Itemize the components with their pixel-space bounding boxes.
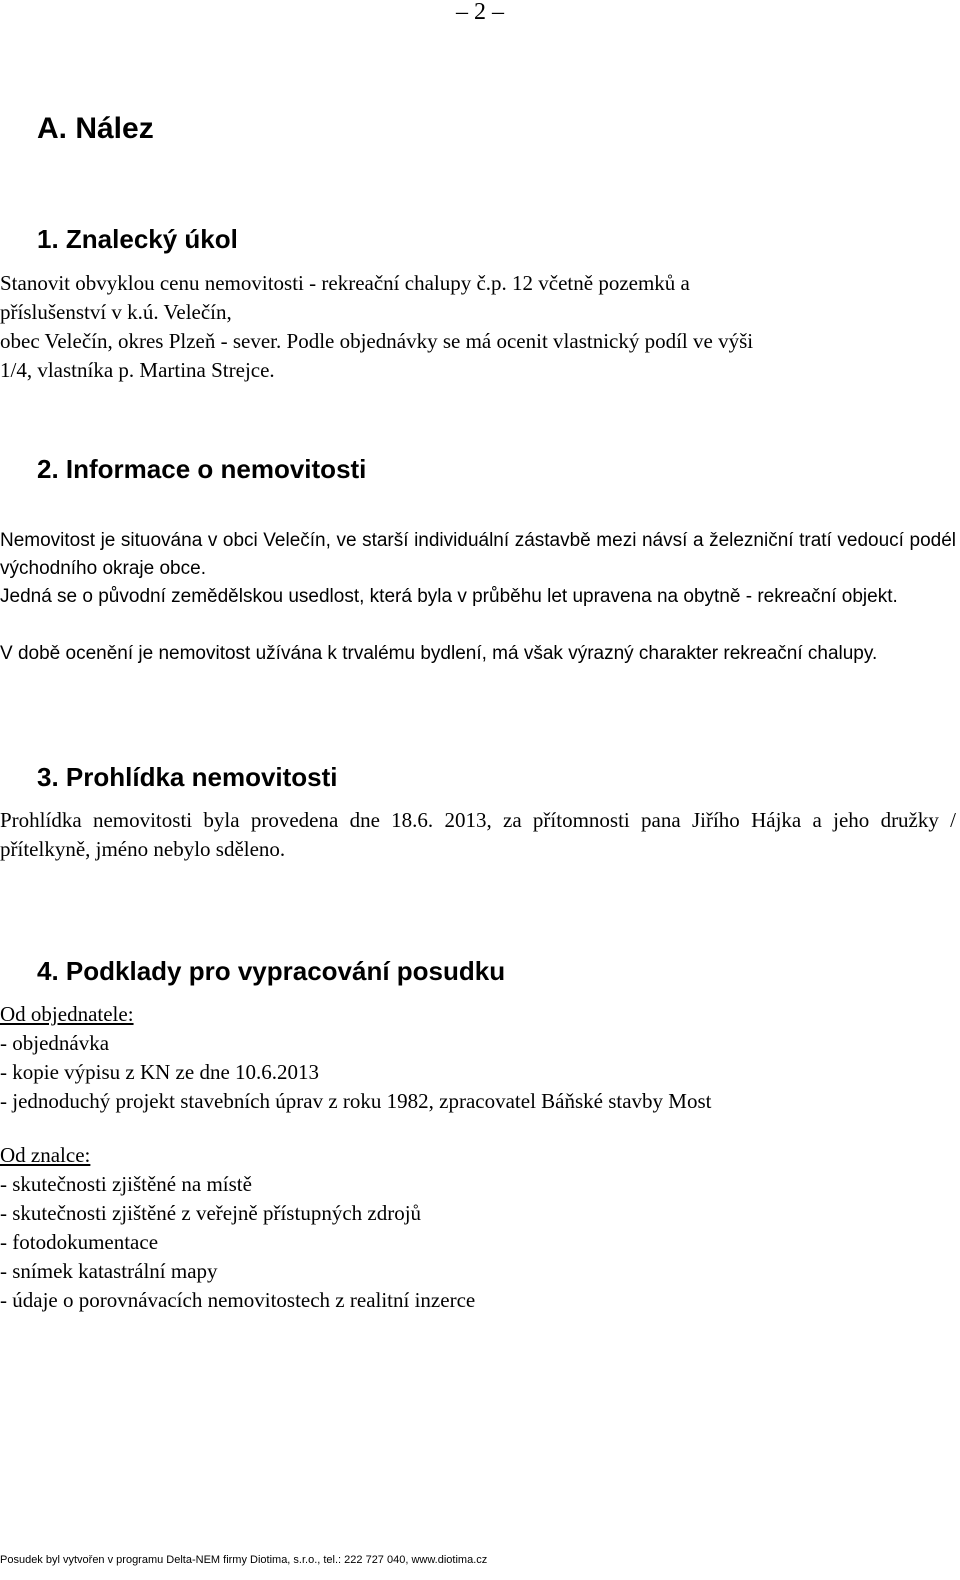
client-sources-label: Od objednatele:	[0, 1002, 134, 1026]
list-item: - snímek katastrální mapy	[0, 1259, 218, 1283]
list-item: - objednávka	[0, 1031, 110, 1055]
sources-from-expert	[0, 1141, 956, 1315]
section-2-paragraph-2: Jedná se o původní zemědělskou usedlost, která byla v průběhu let upravena na obytně - rekreační objekt.	[0, 586, 898, 607]
list-item: - údaje o porovnávacích nemovitostech z realitní inzerce	[0, 1288, 476, 1312]
page-footer: Posudek byl vytvořen v programu Delta-NEM firmy Diotima, s.r.o., tel.: 222 727 040, www.diotima.cz	[0, 1554, 488, 1566]
document-title: A. Nález	[37, 112, 154, 145]
section-1-text	[0, 269, 956, 385]
section-1-line: příslušenství v k.ú. Velečín,	[0, 300, 232, 324]
page-number: – 2 –	[456, 0, 504, 25]
list-item: - skutečnosti zjištěné z veřejně přístupných zdrojů	[0, 1201, 422, 1225]
section-2-paragraph-1: Nemovitost je situována v obci Velečín, ve starší individuální zástavbě mezi návsí a železniční tratí vedoucí podél východního okraje obce.	[0, 530, 956, 579]
section-1-line: Stanovit obvyklou cenu nemovitosti - rekreační chalupy č.p. 12 včetně pozemků a	[0, 271, 690, 295]
section-3-heading: 3. Prohlídka nemovitosti	[37, 762, 338, 792]
list-item: - fotodokumentace	[0, 1230, 159, 1254]
list-item: - skutečnosti zjištěné na místě	[0, 1172, 252, 1196]
section-4-heading: 4. Podklady pro vypracování posudku	[37, 956, 506, 986]
section-1-heading: 1. Znalecký úkol	[37, 224, 238, 254]
list-item: - kopie výpisu z KN ze dne 10.6.2013	[0, 1060, 320, 1084]
expert-sources-label: Od znalce:	[0, 1143, 91, 1167]
section-2-heading: 2. Informace o nemovitosti	[37, 454, 367, 484]
section-2-paragraph-3: V době ocenění je nemovitost užívána k trvalému bydlení, má však výrazný charakter rekreační chalupy.	[0, 643, 878, 664]
section-1-line: 1/4, vlastníka p. Martina Strejce.	[0, 358, 275, 382]
list-item: - jednoduchý projekt stavebních úprav z roku 1982, zpracovatel Báňské stavby Most	[0, 1089, 712, 1113]
sources-from-client	[0, 1000, 956, 1116]
section-1-line: obec Velečín, okres Plzeň - sever. Podle objednávky se má ocenit vlastnický podíl ve výši	[0, 329, 754, 353]
section-3-paragraph: Prohlídka nemovitosti byla provedena dne 18.6. 2013, za přítomnosti pana Jiřího Hájka a jeho družky / přítelkyně, jméno nebylo sděleno.	[0, 808, 956, 861]
